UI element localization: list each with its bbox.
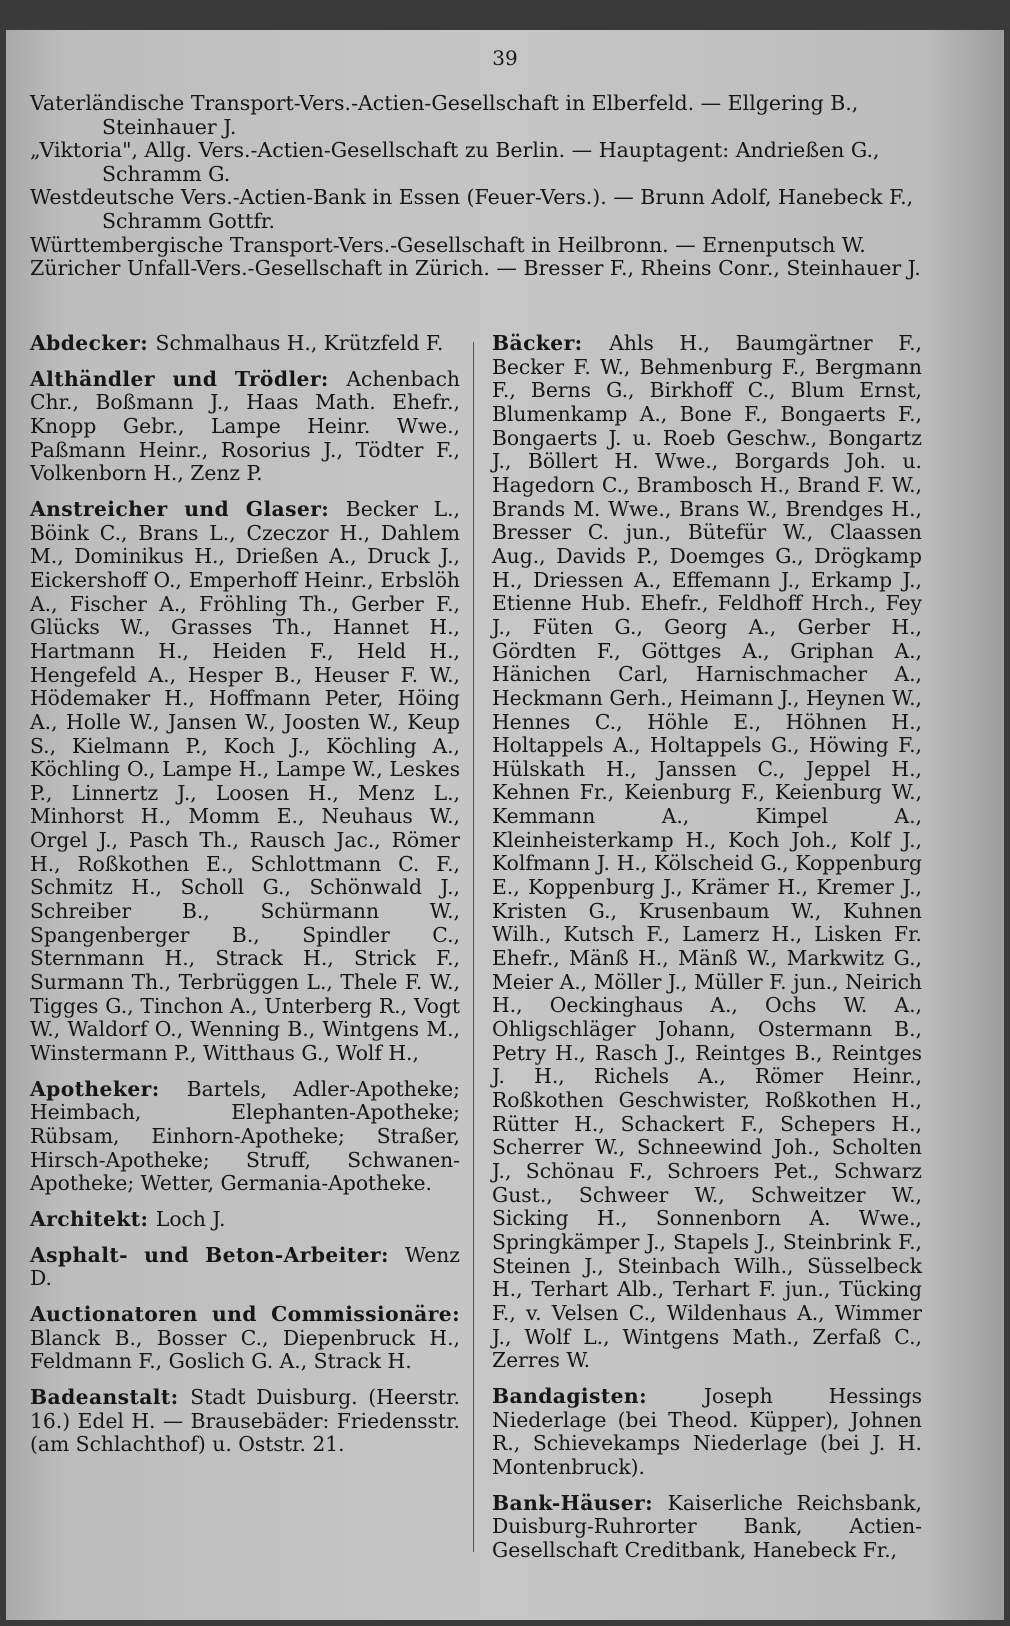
trade-entries: Blanck B., Bosser C., Diepenbruck H., Feldmann F., Goslich G. A., Strack H. — [30, 1325, 460, 1374]
trade-entries: Wenz D. — [30, 1242, 460, 1291]
trade-heading: Althändler und Trödler: — [30, 366, 347, 391]
trade-entries: Schmalhaus H., Krützfeld F. — [155, 331, 444, 355]
trade-section — [30, 1386, 460, 1457]
trade-entries: Becker L., Böink C., Brans L., Czeczor H., Dahlem M., Dominikus H., Drießen A., Druck J., Eickershoff O., Emperhoff Heinr., Erbslöh A., Fischer A., Fröhling Th., Gerber F., Glücks W., Grasses Th., Hannet H., Hartmann H., Heiden F., Held H., Hengefeld A., Hesper B., Heuser F. W., Hödemaker H., Hoffmann Peter, Höing A., Holle W., Jansen W., Joosten W., Keup S., Kielmann P., Koch J., Köchling A., Köchling O., Lampe H., Lampe W., Leskes P., Linnertz J., Loosen H., Menz L., Minhorst H., Momm E., Neuhaus W., Orgel J., Pasch Th., Rausch Jac., Römer H., Roßkothen E., Schlottmann C. F., Schmitz H., Scholl G., Schönwald J., Schreiber B., Schürmann W., Spangenberger B., Spindler C., Sternmann H., Strack H., Strick F., Surmann Th., Terbrüggen L., Thele F. W., Tigges G., Tinchon A., Unterberg R., Vogt W., Waldorf O., Wenning B., Wintgens M., Winstermann P., Witthaus G., Wolf H., — [30, 496, 461, 1066]
insurance-entry: Westdeutsche Vers.-Actien-Bank in Essen (Feuer-Vers.). — Brunn Adolf, Hanebeck F., Schramm Gottfr. — [30, 185, 914, 233]
trade-heading: Badeanstalt: — [30, 1384, 191, 1409]
left-column — [30, 332, 460, 1469]
trade-entries: Ahls H., Baumgärtner F., Becker F. W., Behmenburg F., Bergmann F., Berns G., Birkhoff C., Blum Ernst, Blumenkamp A., Bone F., Bongaerts F., Bongaerts J. u. Roeb Geschw., Bongartz J., Böllert H. Wwe., Borgards Joh. u. Hagedorn C., Brambosch H., Brand F. W., Brands M. Wwe., Brans W., Brendges H., Bresser C. jun., Bütefür W., Claassen Aug., Davids P., Doemges G., Drögkamp H., Driessen A., Effemann J., Erkamp J., Etienne Hub. Ehefr., Feldhoff Hrch., Fey J., Füten G., Georg A., Gerber H., Gördten F., Göttges A., Griphan A., Hänichen Carl, Harnischmacher A., Heckmann Gerh., Heimann J., Heynen W., Hennes C., Höhle E., Höhnen H., Holtappels A., Holtappels G., Höwing F., Hülskath H., Janssen C., Jeppel H., Kehnen Fr., Keienburg F., Keienburg W., Kemmann A., Kimpel A., Kleinheisterkamp H., Koch Joh., Kolf J., Kolfmann J. H., Kölscheid G., Koppenburg E., Koppenburg J., Krämer H., Kremer J., Kristen G., Krusenbaum W., Kuhnen Wilh., Kutsch F., Lamerz H., Lisken Fr. Ehefr., Mänß H., Mänß W., Markwitz G., Meier A., Möller J., Müller F. jun., Neirich H., Oeckinghaus A., Ochs W. A., Ohligschläger Johann, Ostermann B., Petry H., Rasch J., Reintges B., Reintges J. H., Richels A., Römer Heinr., Roßkothen Geschwister, Roßkothen H., Rütter H., Schackert F., Schepers H., Scherrer W., Schneewind Joh., Scholten J., Schönau F., Schroers Pet., Schwarz Gust., Schweer W., Schweitzer W., Sicking H., Sonnenborn A. Wwe., Springkämper J., Stapels J., Steinbrink F., Steinen J., Steinbach Wilh., Süsselbeck H., Terhart Alb., Terhart F. jun., Tücking F., v. Velsen C., Wildenhaus A., Wimmer J., Wolf L., Wintgens Math., Zerfaß C., Zerres W. — [492, 331, 923, 1373]
trade-heading: Bandagisten: — [492, 1383, 704, 1408]
trade-section — [492, 1385, 922, 1480]
trade-heading: Bäcker: — [492, 331, 610, 355]
trade-entries: Joseph Hessings Niederlage (bei Theod. Küpper), Johnen R., Schievekamps Niederlage (bei J. H. Montenbruck). — [492, 1383, 923, 1479]
trade-heading: Anstreicher und Glaser: — [30, 496, 346, 521]
trade-heading: Abdecker: — [30, 331, 156, 355]
page-number: 39 — [492, 46, 518, 70]
trade-section — [30, 1078, 460, 1196]
right-column — [492, 332, 922, 1574]
trade-heading: Bank-Häuser: — [492, 1490, 668, 1515]
trade-entries: Achenbach Chr., Boßmann J., Haas Math. Ehefr., Knopp Gebr., Lampe Heinr. Wwe., Paßmann Heinr., Rosorius J., Tödter F., Volkenborn H., Zenz P. — [30, 366, 460, 486]
trade-entries: Bartels, Adler-Apotheke; Heimbach, Elephanten-Apotheke; Rübsam, Einhorn-Apotheke; Straßer, Hirsch-Apotheke; Struff, Schwanen-Apotheke; Wetter, Germania-Apotheke. — [30, 1076, 460, 1196]
insurance-entry: Württembergische Transport-Vers.-Gesellschaft in Heilbronn. — Ernenputsch W. — [30, 232, 866, 257]
trade-section — [30, 332, 460, 356]
trade-section — [30, 498, 460, 1066]
insurance-list — [30, 92, 935, 281]
trade-entries: Kaiserliche Reichsbank, Duisburg-Ruhrorter Bank, Actien-Gesellschaft Creditbank, Hanebeck Fr., — [492, 1490, 922, 1562]
trade-section — [30, 1303, 460, 1374]
trade-heading: Auctionatoren und Commissionäre: — [30, 1301, 460, 1326]
trade-section — [30, 1208, 460, 1232]
trade-entries: Loch J. — [155, 1206, 226, 1231]
trade-heading: Asphalt- und Beton-Arbeiter: — [30, 1242, 406, 1267]
insurance-entry: Vaterländische Transport-Vers.-Actien-Gesellschaft in Elberfeld. — Ellgering B., Steinhauer J. — [30, 91, 859, 139]
column-divider — [473, 342, 474, 1552]
insurance-entry: Züricher Unfall-Vers.-Gesellschaft in Zürich. — Bresser F., Rheins Conr., Steinhauer J. — [30, 256, 921, 281]
trade-heading: Architekt: — [30, 1206, 156, 1231]
trade-section — [492, 1492, 922, 1563]
insurance-entry: „Viktoria", Allg. Vers.-Actien-Gesellschaft zu Berlin. — Hauptagent: Andrießen G., Schramm G. — [30, 138, 880, 186]
trade-section — [492, 332, 922, 1373]
trade-section — [30, 368, 460, 486]
directory-page — [6, 30, 1004, 1620]
trade-heading: Apotheker: — [30, 1076, 187, 1101]
trade-section — [30, 1244, 460, 1291]
trade-entries: Stadt Duisburg. (Heerstr. 16.) Edel H. — Brausebäder: Friedensstr. (am Schlachthof) u. Oststr. 21. — [30, 1384, 460, 1457]
